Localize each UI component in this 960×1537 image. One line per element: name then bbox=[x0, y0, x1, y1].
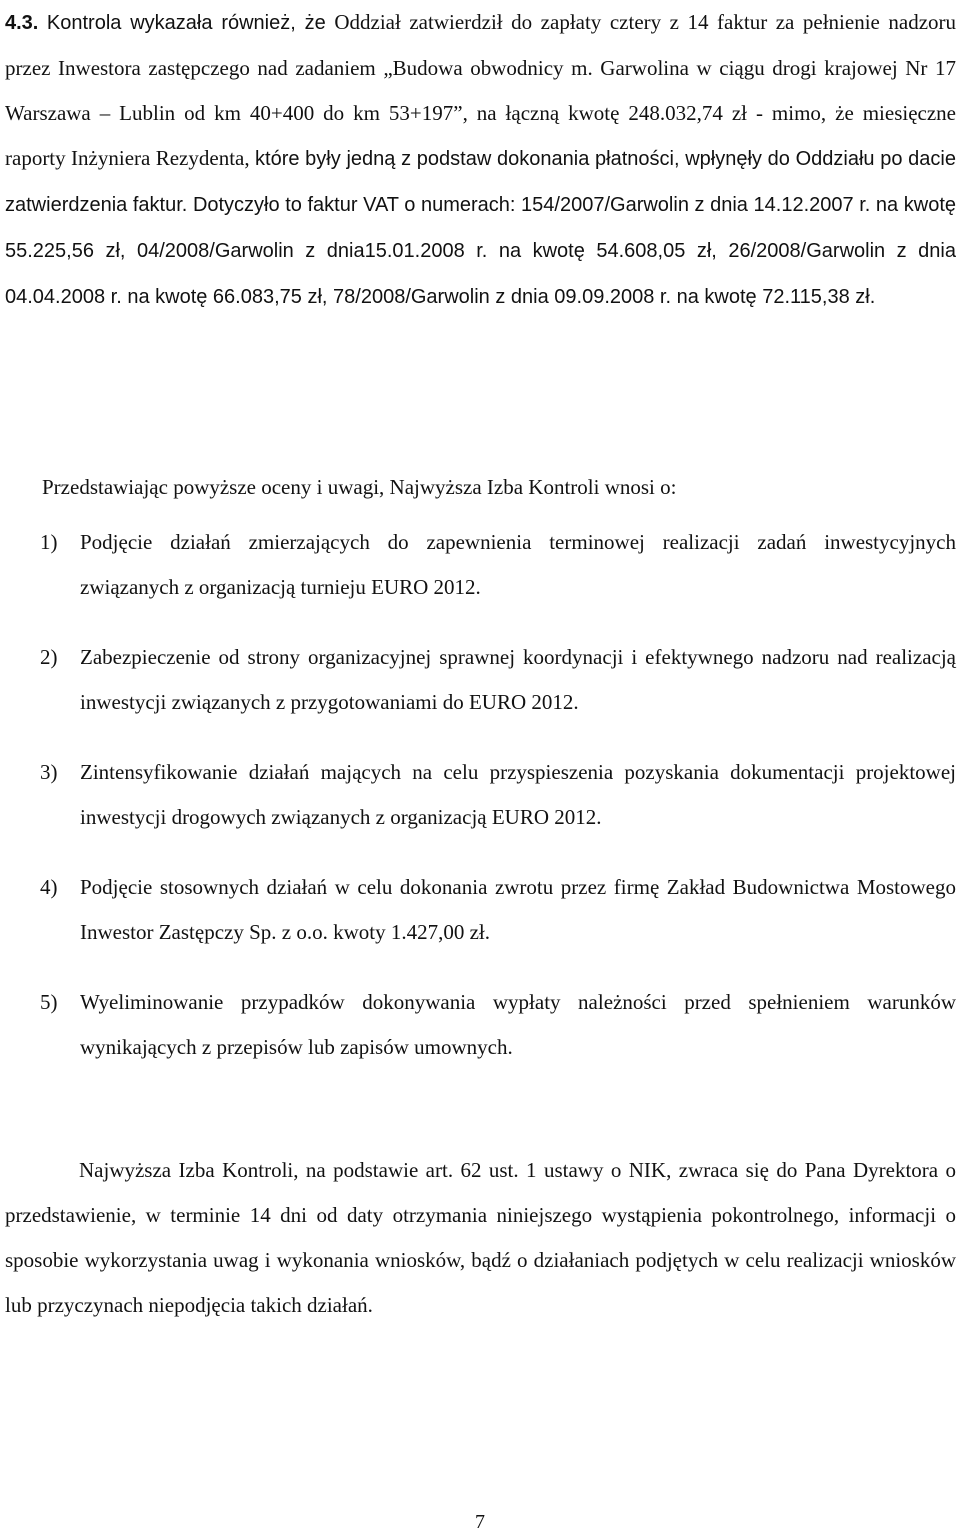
list-item-number: 3) bbox=[40, 760, 58, 784]
closing-paragraph: Najwyższa Izba Kontroli, na podstawie art. 62 ust. 1 ustawy o NIK, zwraca się do Pana Dyrektora o przedstawienie, w terminie 14 dni od daty otrzymania niniejszego wystąpienia pokontrolnego, informacji o sposobie wykorzystania uwag i wykonania wniosków, bądź o działaniach podjętych w celu realizacji wniosków lub przyczynach niepodjęcia takich działań. bbox=[5, 1158, 956, 1317]
list-item-number: 5) bbox=[40, 990, 58, 1014]
section-4-3-paragraph bbox=[5, 0, 956, 320]
list-item-text: Podjęcie działań zmierzających do zapewnienia terminowej realizacji zadań inwestycyjnych związanych z organizacją turnieju EURO 2012. bbox=[80, 530, 956, 599]
conclusions-list bbox=[40, 520, 956, 1095]
list-item-text: Zabezpieczenie od strony organizacyjnej sprawnej koordynacji i efektywnego nadzoru nad realizacją inwestycji związanych z przygotowaniami do EURO 2012. bbox=[80, 645, 956, 714]
conclusions-intro: Przedstawiając powyższe oceny i uwagi, Najwyższa Izba Kontroli wnosi o: bbox=[42, 475, 677, 499]
list-item bbox=[40, 520, 956, 610]
list-item bbox=[40, 635, 956, 725]
section-text-sans-b: które były jedną z podstaw dokonania płatności, wpłynęły do Oddziału po dacie zatwierdzenia faktur. Dotyczyło to faktur VAT o numerach: 154/2007/Garwolin z dnia 14.12.2007 r. na kwotę 55.225,56 zł, 04/2008/Garwolin z dnia15.01.2008 r. na kwotę 54.608,05 zł, 26/2008/Garwolin z dnia 04.04.2008 r. na kwotę 66.083,75 zł, 78/2008/Garwolin z dnia 09.09.2008 r. na kwotę 72.115,38 zł. bbox=[5, 148, 956, 308]
list-item-number: 4) bbox=[40, 875, 58, 899]
section-text-sans-a: Kontrola wykazała również, że bbox=[46, 12, 326, 34]
list-item-text: Wyeliminowanie przypadków dokonywania wypłaty należności przed spełnieniem warunków wynikających z przepisów lub zapisów umownych. bbox=[80, 990, 956, 1059]
list-item-text: Zintensyfikowanie działań mających na celu przyspieszenia pozyskania dokumentacji projektowej inwestycji drogowych związanych z organizacją EURO 2012. bbox=[80, 760, 956, 829]
list-item bbox=[40, 750, 956, 840]
section-text-serif: Oddział zatwierdził do zapłaty cztery z 14 faktur za pełnienie nadzoru przez Inwestora zastępczego nad zadaniem „Budowa obwodnicy m. Garwolina w ciągu drogi krajowej Nr 17 Warszawa – Lublin od km 40+400 do km 53+197”, na łączną kwotę 248.032,74 zł - mimo, że miesięczne raporty Inżyniera Rezydenta, bbox=[5, 10, 957, 170]
list-item-number: 1) bbox=[40, 530, 58, 554]
list-item-text: Podjęcie stosownych działań w celu dokonania zwrotu przez firmę Zakład Budownictwa Mostowego Inwestor Zastępczy Sp. z o.o. kwoty 1.427,00 zł. bbox=[80, 875, 956, 944]
page-number: 7 bbox=[475, 1511, 485, 1533]
list-item bbox=[40, 865, 956, 955]
section-number: 4.3. bbox=[5, 12, 39, 34]
list-item bbox=[40, 980, 956, 1070]
list-item-number: 2) bbox=[40, 645, 58, 669]
